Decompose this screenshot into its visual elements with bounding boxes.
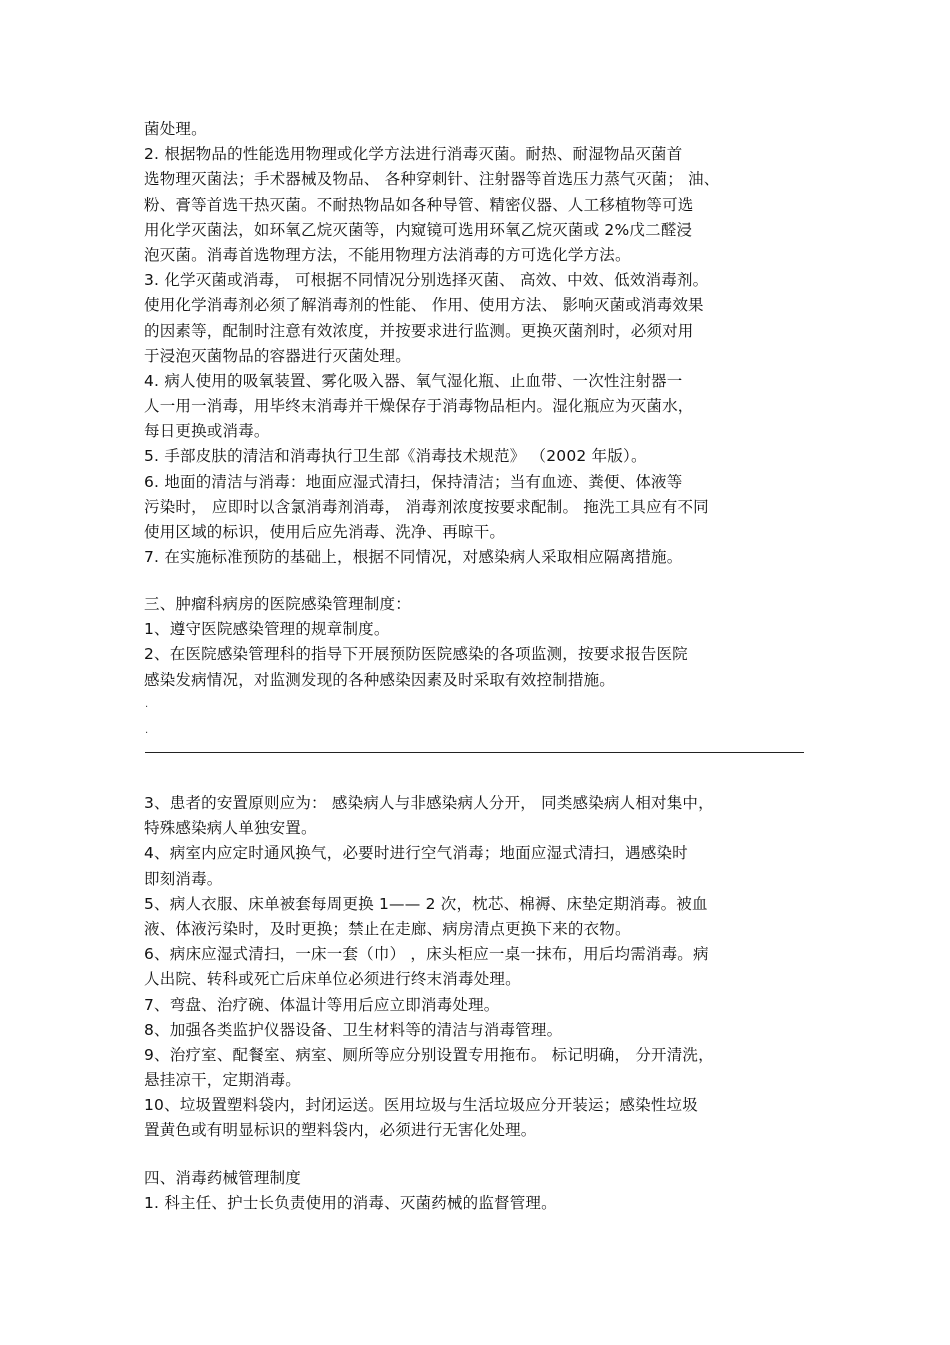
text-line: 液、体液污染时，及时更换；禁止在走廊、病房清点更换下来的衣物。: [144, 919, 631, 938]
text-line: 使用化学消毒剂必须了解消毒剂的性能、 作用、使用方法、 影响灭菌或消毒效果: [144, 296, 704, 315]
text-line: 2. 根据物品的性能选用物理或化学方法进行消毒灭菌。耐热、耐湿物品灭菌首: [144, 145, 683, 164]
text-block-disinfection-rules: [144, 117, 824, 570]
section-heading: 三、肿瘤科病房的医院感染管理制度：: [144, 595, 411, 613]
text-line: 污染时， 应即时以含氯消毒剂消毒， 消毒剂浓度按要求配制。 拖洗工具应有不同: [144, 497, 709, 516]
text-line: 的因素等，配制时注意有效浓度，并按要求进行监测。更换灭菌剂时，必须对用: [144, 321, 694, 340]
text-line: 5. 手部皮肤的清洁和消毒执行卫生部《消毒技术规范》 （2002 年版）。: [144, 447, 647, 466]
text-line: 人一用一消毒，用毕终末消毒并干燥保存于消毒物品柜内。湿化瓶应为灭菌水，: [144, 397, 694, 416]
text-block-section-three-continued: [144, 791, 824, 1144]
text-line: 4、病室内应定时通风换气，必要时进行空气消毒；地面应湿式清扫，遇感染时: [144, 844, 688, 863]
text-line: 3. 化学灭菌或消毒， 可根据不同情况分别选择灭菌、 高效、中效、低效消毒剂。: [144, 271, 709, 290]
text-line: 使用区域的标识，使用后应先消毒、洗净、再晾干。: [144, 523, 506, 541]
text-line: 即刻消毒。: [144, 869, 223, 888]
text-line: 8、加强各类监护仪器设备、卫生材料等的清洁与消毒管理。: [144, 1020, 563, 1039]
text-line: 于浸泡灭菌物品的容器进行灭菌处理。: [144, 346, 411, 365]
text-block-section-three: [144, 592, 824, 693]
page-dot-marker: .: [145, 725, 149, 736]
text-line: 泡灭菌。消毒首选物理方法，不能用物理方法消毒的方可选化学方法。: [144, 245, 631, 264]
text-line: 10、垃圾置塑料袋内，封闭运送。医用垃圾与生活垃圾应分开装运；感染性垃圾: [144, 1096, 698, 1115]
text-line: 每日更换或消毒。: [144, 422, 270, 441]
page-dot-marker: .: [145, 699, 149, 710]
text-line: 6、病床应湿式清扫，一床一套（巾） ，床头柜应一桌一抹布，用后均需消毒。病: [144, 945, 709, 964]
text-line: 5、病人衣服、床单被套每周更换 1—— 2 次，枕芯、棉褥、床垫定期消毒。被血: [144, 894, 708, 913]
text-line: 用化学灭菌法，如环氧乙烷灭菌等，内窥镜可选用环氧乙烷灭菌或 2%戊二醛浸: [144, 220, 693, 239]
text-line: 人出院、转科或死亡后床单位必须进行终末消毒处理。: [144, 970, 521, 989]
text-line: 3、患者的安置原则应为： 感染病人与非感染病人分开， 同类感染病人相对集中，: [144, 794, 714, 812]
text-line: 7. 在实施标准预防的基础上，根据不同情况，对感染病人采取相应隔离措施。: [144, 548, 683, 567]
text-line: 选物理灭菌法；手术器械及物品、 各种穿刺针、注射器等首选压力蒸气灭菌； 油、: [144, 170, 720, 189]
text-line: 1、遵守医院感染管理的规章制度。: [144, 620, 390, 639]
text-line: 1. 科主任、护士长负责使用的消毒、灭菌药械的监督管理。: [144, 1194, 557, 1213]
text-line: 粉、膏等首选干热灭菌。不耐热物品如各种导管、精密仪器、人工移植物等可选: [144, 195, 694, 214]
section-heading: 四、消毒药械管理制度: [144, 1169, 302, 1187]
text-line: 悬挂凉干，定期消毒。: [144, 1071, 302, 1090]
page-divider: [145, 752, 804, 753]
text-line: 菌处理。: [144, 120, 207, 138]
text-line: 6. 地面的清洁与消毒：地面应湿式清扫，保持清洁；当有血迹、粪便、体液等: [144, 472, 683, 491]
text-line: 感染发病情况，对监测发现的各种感染因素及时采取有效控制措施。: [144, 670, 616, 689]
text-line: 置黄色或有明显标识的塑料袋内，必须进行无害化处理。: [144, 1121, 537, 1140]
text-line: 2、在医院感染管理科的指导下开展预防医院感染的各项监测，按要求报告医院: [144, 645, 688, 664]
text-line: 9、治疗室、配餐室、病室、厕所等应分别设置专用拖布。 标记明确， 分开清洗，: [144, 1045, 714, 1064]
text-line: 特殊感染病人单独安置。: [144, 819, 317, 838]
text-block-section-four: [144, 1166, 824, 1216]
text-line: 4. 病人使用的吸氧装置、雾化吸入器、氧气湿化瓶、止血带、一次性注射器一: [144, 371, 683, 390]
text-line: 7、弯盘、治疗碗、体温计等用后应立即消毒处理。: [144, 995, 500, 1014]
